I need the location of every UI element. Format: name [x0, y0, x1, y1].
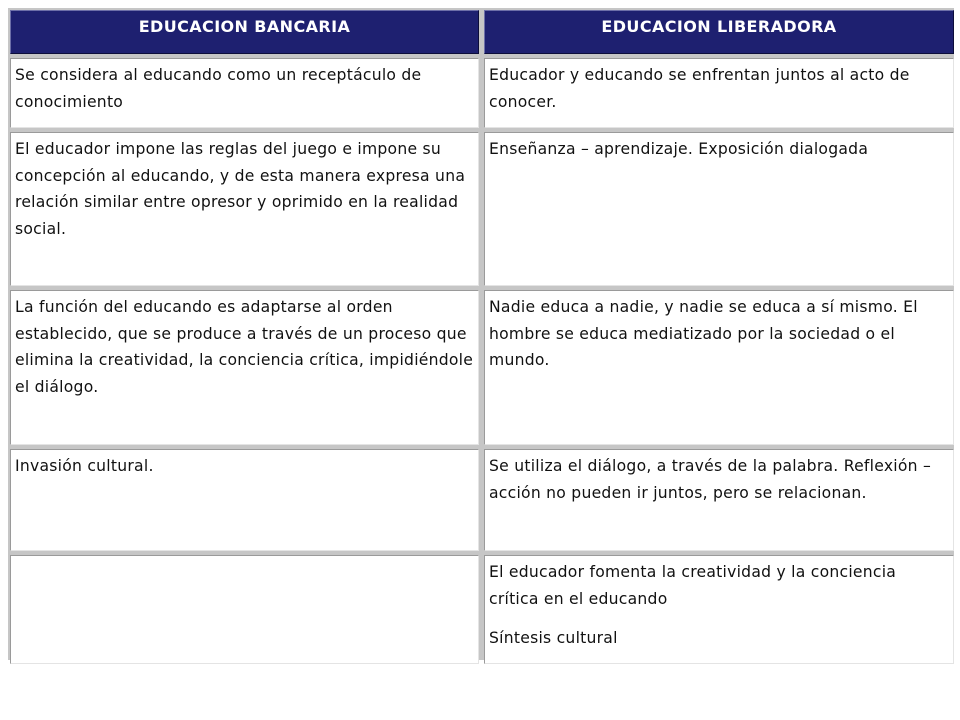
- row-5-liberadora-extra-text: Síntesis cultural: [489, 629, 618, 647]
- row-5-liberadora: [484, 555, 954, 664]
- row-2-liberadora: [484, 132, 954, 286]
- comparison-table: [8, 8, 954, 660]
- row-2-liberadora-text: Enseñanza – aprendizaje. Exposición dialogada: [489, 140, 869, 158]
- row-4-liberadora: [484, 449, 954, 551]
- row-2-bancaria-text: El educador impone las reglas del juego e impone su concepción al educando, y de esta manera expresa una relación similar entre opresor y oprimido en la realidad social.: [15, 140, 466, 238]
- row-5-liberadora-text: El educador fomenta la creatividad y la conciencia crítica en el educando: [489, 563, 897, 608]
- row-1-liberadora: [484, 58, 954, 128]
- row-3-bancaria-text: La función del educando es adaptarse al orden establecido, que se produce a través de un proceso que elimina la creatividad, la conciencia crítica, impidiéndole el diálogo.: [15, 298, 474, 396]
- row-5-bancaria: [10, 555, 479, 664]
- row-3-bancaria: [10, 290, 479, 445]
- row-1-liberadora-text: Educador y educando se enfrentan juntos al acto de conocer.: [489, 66, 910, 111]
- row-4-liberadora-text: Se utiliza el diálogo, a través de la palabra. Reflexión – acción no pueden ir juntos, pero se relacionan.: [489, 457, 932, 502]
- row-3-liberadora-text: Nadie educa a nadie, y nadie se educa a sí mismo. El hombre se educa mediatizado por la sociedad o el mundo.: [489, 298, 918, 369]
- row-2-bancaria: [10, 132, 479, 286]
- row-1-bancaria-text: Se considera al educando como un receptáculo de conocimiento: [15, 66, 422, 111]
- header-bancaria: EDUCACION BANCARIA: [10, 10, 479, 54]
- row-4-bancaria-text: Invasión cultural.: [15, 457, 154, 475]
- row-3-liberadora: [484, 290, 954, 445]
- header-liberadora: EDUCACION LIBERADORA: [484, 10, 954, 54]
- row-1-bancaria: [10, 58, 479, 128]
- row-4-bancaria: [10, 449, 479, 551]
